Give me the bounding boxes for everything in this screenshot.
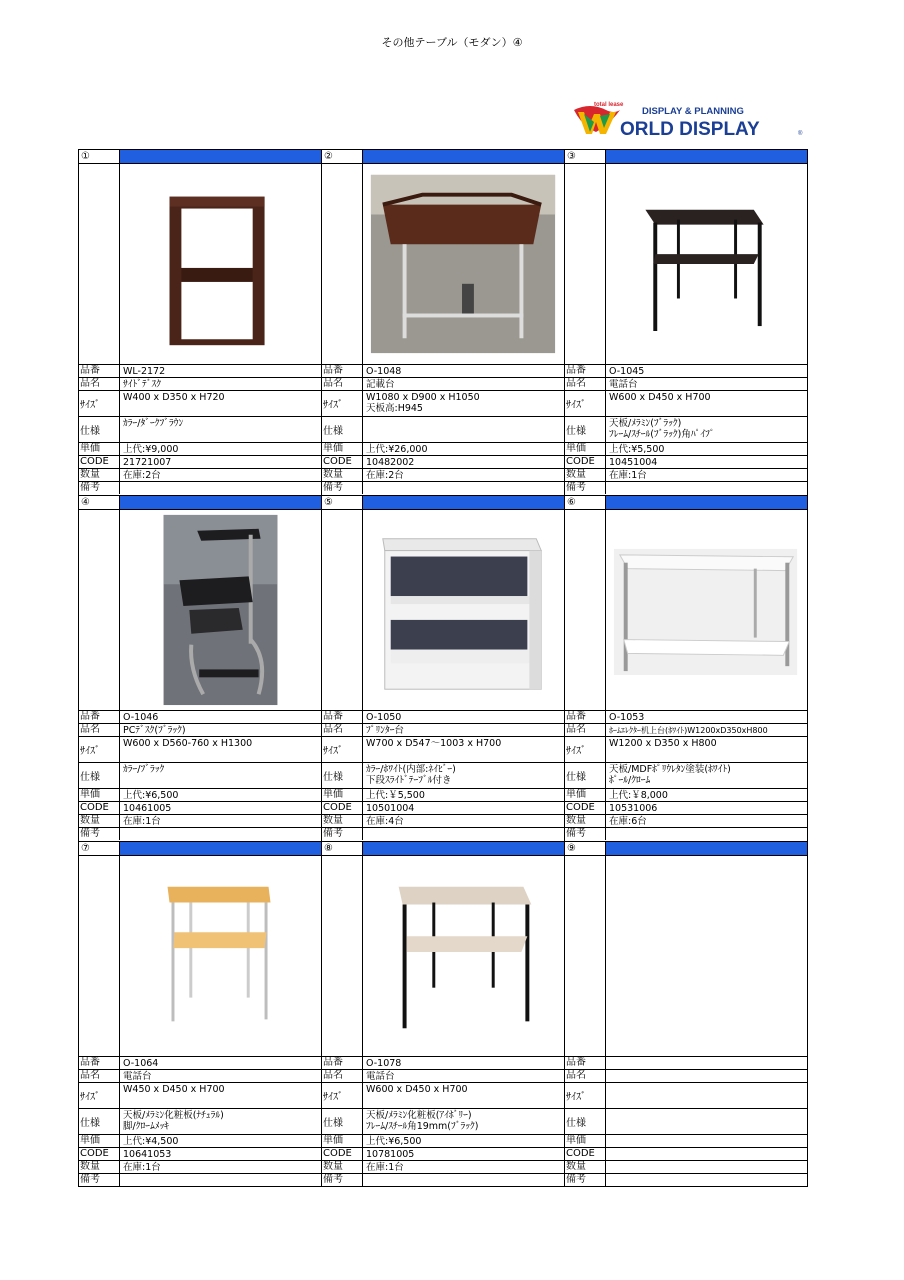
label-size: ｻｲｽﾞ xyxy=(80,1092,100,1103)
value-qty: 在庫:1台 xyxy=(362,1161,564,1173)
value-price xyxy=(605,1135,807,1147)
label-hinmei: 品名 xyxy=(80,378,100,389)
label-note: 備考 xyxy=(323,828,343,839)
printer-stand-icon xyxy=(362,510,564,710)
label-qty: 数量 xyxy=(80,1161,100,1172)
label-spec: 仕様 xyxy=(323,1118,343,1129)
value-hinmei: 電話台 xyxy=(362,1070,564,1082)
value-hinban: WL-2172 xyxy=(119,365,321,377)
logo-brand: ORLD DISPLAY xyxy=(620,119,760,140)
label-hinban: 品番 xyxy=(323,1057,343,1068)
label-size: ｻｲｽﾞ xyxy=(566,746,586,757)
value-hinban xyxy=(605,1057,807,1069)
label-code: CODE xyxy=(323,456,352,467)
value-hinban: O-1045 xyxy=(605,365,807,377)
label-price: 単価 xyxy=(566,1135,586,1146)
label-size: ｻｲｽﾞ xyxy=(323,746,343,757)
value-spec: ｶﾗｰ/ﾀﾞｰｸﾌﾞﾗｳﾝ xyxy=(119,417,321,442)
value-qty: 在庫:1台 xyxy=(119,815,321,827)
value-size: W600 x D560-760 x H1300 xyxy=(119,737,321,762)
label-hinmei: 品名 xyxy=(566,378,586,389)
value-hinban: O-1064 xyxy=(119,1057,321,1069)
value-code: 10641053 xyxy=(119,1148,321,1160)
value-qty: 在庫:1台 xyxy=(119,1161,321,1173)
label-hinban: 品番 xyxy=(566,711,586,722)
writing-counter-icon xyxy=(362,164,564,364)
value-qty: 在庫:1台 xyxy=(605,469,807,481)
value-code: 10461005 xyxy=(119,802,321,814)
label-note: 備考 xyxy=(80,828,100,839)
product-cell xyxy=(564,841,808,1187)
value-hinban: O-1048 xyxy=(362,365,564,377)
label-note: 備考 xyxy=(323,482,343,493)
label-hinban: 品番 xyxy=(566,1057,586,1068)
label-price: 単価 xyxy=(80,443,100,454)
phone-stand-black-icon xyxy=(605,164,807,364)
label-hinmei: 品名 xyxy=(323,1070,343,1081)
value-code: 10531006 xyxy=(605,802,807,814)
label-hinmei: 品名 xyxy=(566,724,586,735)
value-spec: 天板/MDFﾎﾟﾘｳﾚﾀﾝ塗装(ﾎﾜｲﾄ) ﾎﾟｰﾙ/ｸﾛｰﾑ xyxy=(605,763,807,788)
label-price: 単価 xyxy=(323,1135,343,1146)
label-qty: 数量 xyxy=(80,815,100,826)
label-price: 単価 xyxy=(80,789,100,800)
product-cell xyxy=(564,149,808,495)
label-qty: 数量 xyxy=(566,815,586,826)
value-hinmei: 電話台 xyxy=(605,378,807,390)
value-hinmei xyxy=(605,1070,807,1082)
label-qty: 数量 xyxy=(566,469,586,480)
label-note: 備考 xyxy=(566,828,586,839)
label-qty: 数量 xyxy=(80,469,100,480)
value-spec xyxy=(362,417,564,442)
value-qty: 在庫:4台 xyxy=(362,815,564,827)
label-code: CODE xyxy=(566,1148,595,1159)
value-spec: ｶﾗｰ/ﾎﾜｲﾄ(内部:ﾈｲﾋﾞｰ) 下段ｽﾗｲﾄﾞﾃｰﾌﾞﾙ付き xyxy=(362,763,564,788)
header-band xyxy=(362,842,564,855)
label-note: 備考 xyxy=(566,1174,586,1185)
label-qty: 数量 xyxy=(323,1161,343,1172)
product-cell xyxy=(78,149,321,495)
label-size: ｻｲｽﾞ xyxy=(323,400,343,411)
logo-tagline: DISPLAY & PLANNING xyxy=(642,106,744,117)
label-price: 単価 xyxy=(323,789,343,800)
value-note xyxy=(605,482,807,494)
value-note xyxy=(119,482,321,494)
label-price: 単価 xyxy=(566,443,586,454)
label-code: CODE xyxy=(80,802,109,813)
value-code: 10482002 xyxy=(362,456,564,468)
value-hinmei: ｻｲﾄﾞﾃﾞｽｸ xyxy=(119,378,321,390)
label-size: ｻｲｽﾞ xyxy=(80,746,100,757)
label-note: 備考 xyxy=(323,1174,343,1185)
value-hinban: O-1078 xyxy=(362,1057,564,1069)
value-qty xyxy=(605,1161,807,1173)
label-spec: 仕様 xyxy=(323,772,343,783)
world-display-logo xyxy=(570,100,810,140)
home-erector-table-icon xyxy=(605,510,807,710)
value-qty: 在庫:6台 xyxy=(605,815,807,827)
value-code: 10451004 xyxy=(605,456,807,468)
item-number: ③ xyxy=(567,151,576,162)
label-hinban: 品番 xyxy=(323,365,343,376)
pc-desk-icon xyxy=(119,510,321,710)
value-code: 10781005 xyxy=(362,1148,564,1160)
item-number: ⑧ xyxy=(324,843,333,854)
value-size: W700 x D547〜1003 x H700 xyxy=(362,737,564,762)
value-price: 上代:￥8,000 xyxy=(605,789,807,801)
label-hinmei: 品名 xyxy=(323,724,343,735)
label-spec: 仕様 xyxy=(566,772,586,783)
label-code: CODE xyxy=(566,456,595,467)
label-hinban: 品番 xyxy=(80,365,100,376)
label-code: CODE xyxy=(323,1148,352,1159)
label-price: 単価 xyxy=(323,443,343,454)
value-hinmei: PCﾃﾞｽｸ(ﾌﾞﾗｯｸ) xyxy=(119,724,321,736)
label-size: ｻｲｽﾞ xyxy=(566,1092,586,1103)
label-spec: 仕様 xyxy=(80,1118,100,1129)
value-hinmei: ﾎｰﾑｴﾚｸﾀｰ机上台(ﾎﾜｲﾄ)W1200xD350xH800 xyxy=(605,724,807,736)
label-note: 備考 xyxy=(80,1174,100,1185)
item-number: ⑨ xyxy=(567,843,576,854)
value-hinban: O-1053 xyxy=(605,711,807,723)
header-band xyxy=(119,842,321,855)
label-spec: 仕様 xyxy=(566,426,586,437)
item-number: ① xyxy=(81,151,90,162)
label-qty: 数量 xyxy=(323,469,343,480)
product-cell xyxy=(78,495,321,841)
value-price: 上代:¥9,000 xyxy=(119,443,321,455)
product-cell xyxy=(564,495,808,841)
label-code: CODE xyxy=(80,1148,109,1159)
header-band xyxy=(362,150,564,163)
value-size: W450 x D450 x H700 xyxy=(119,1083,321,1108)
label-price: 単価 xyxy=(566,789,586,800)
value-price: 上代:¥4,500 xyxy=(119,1135,321,1147)
value-size: W400 x D350 x H720 xyxy=(119,391,321,416)
value-hinmei: 記載台 xyxy=(362,378,564,390)
value-note xyxy=(119,828,321,840)
value-price: 上代:¥6,500 xyxy=(362,1135,564,1147)
value-code: 21721007 xyxy=(119,456,321,468)
value-note xyxy=(362,1174,564,1186)
value-spec: ｶﾗｰ/ﾌﾞﾗｯｸ xyxy=(119,763,321,788)
label-code: CODE xyxy=(566,802,595,813)
value-price: 上代:¥5,500 xyxy=(605,443,807,455)
item-number: ② xyxy=(324,151,333,162)
label-spec: 仕様 xyxy=(80,772,100,783)
label-note: 備考 xyxy=(80,482,100,493)
value-hinmei: 電話台 xyxy=(119,1070,321,1082)
empty-photo-area xyxy=(605,856,807,1056)
label-hinban: 品番 xyxy=(323,711,343,722)
label-code: CODE xyxy=(80,456,109,467)
label-hinban: 品番 xyxy=(80,711,100,722)
logo-total-lease: total lease xyxy=(594,102,624,108)
value-qty: 在庫:2台 xyxy=(119,469,321,481)
product-grid xyxy=(78,149,808,1187)
label-note: 備考 xyxy=(566,482,586,493)
label-size: ｻｲｽﾞ xyxy=(566,400,586,411)
label-hinban: 品番 xyxy=(80,1057,100,1068)
value-size xyxy=(605,1083,807,1108)
label-size: ｻｲｽﾞ xyxy=(80,400,100,411)
value-spec: 天板/ﾒﾗﾐﾝ化粧板(ﾅﾁｭﾗﾙ) 脚/ｸﾛｰﾑﾒｯｷ xyxy=(119,1109,321,1134)
logo-mark-icon xyxy=(570,100,810,140)
header-band xyxy=(605,842,807,855)
phone-stand-ivory-icon xyxy=(362,856,564,1056)
phone-stand-natural-icon xyxy=(119,856,321,1056)
page-title: その他テーブル（モダン）④ xyxy=(381,36,523,49)
item-number: ⑥ xyxy=(567,497,576,508)
product-cell xyxy=(321,149,564,495)
value-note xyxy=(605,1174,807,1186)
side-desk-icon xyxy=(119,164,321,364)
item-number: ⑤ xyxy=(324,497,333,508)
label-hinmei: 品名 xyxy=(80,724,100,735)
label-spec: 仕様 xyxy=(80,426,100,437)
value-qty: 在庫:2台 xyxy=(362,469,564,481)
value-code: 10501004 xyxy=(362,802,564,814)
value-spec: 天板/ﾒﾗﾐﾝ化粧板(ｱｲﾎﾞﾘｰ) ﾌﾚｰﾑ/ｽﾁｰﾙ角19mm(ﾌﾞﾗｯｸ) xyxy=(362,1109,564,1134)
label-hinmei: 品名 xyxy=(566,1070,586,1081)
value-price: 上代:¥6,500 xyxy=(119,789,321,801)
product-cell xyxy=(321,495,564,841)
header-band xyxy=(119,496,321,509)
value-spec xyxy=(605,1109,807,1134)
header-band xyxy=(362,496,564,509)
value-size: W600 x D450 x H700 xyxy=(605,391,807,416)
value-hinban: O-1050 xyxy=(362,711,564,723)
value-price: 上代:￥5,500 xyxy=(362,789,564,801)
value-code xyxy=(605,1148,807,1160)
item-number: ⑦ xyxy=(81,843,90,854)
label-hinmei: 品名 xyxy=(323,378,343,389)
label-price: 単価 xyxy=(80,1135,100,1146)
logo-reg: ® xyxy=(798,131,803,137)
value-size: W1200 x D350 x H800 xyxy=(605,737,807,762)
value-size: W1080 x D900 x H1050 天板高:H945 xyxy=(362,391,564,416)
label-spec: 仕様 xyxy=(323,426,343,437)
product-cell xyxy=(321,841,564,1187)
value-note xyxy=(362,828,564,840)
value-hinmei: ﾌﾟﾘﾝﾀｰ台 xyxy=(362,724,564,736)
header-band xyxy=(605,496,807,509)
label-hinmei: 品名 xyxy=(80,1070,100,1081)
label-qty: 数量 xyxy=(566,1161,586,1172)
value-note xyxy=(605,828,807,840)
value-note xyxy=(362,482,564,494)
value-price: 上代:¥26,000 xyxy=(362,443,564,455)
label-qty: 数量 xyxy=(323,815,343,826)
value-note xyxy=(119,1174,321,1186)
product-cell xyxy=(78,841,321,1187)
label-size: ｻｲｽﾞ xyxy=(323,1092,343,1103)
header-band xyxy=(605,150,807,163)
label-hinban: 品番 xyxy=(566,365,586,376)
value-hinban: O-1046 xyxy=(119,711,321,723)
header-band xyxy=(119,150,321,163)
value-size: W600 x D450 x H700 xyxy=(362,1083,564,1108)
label-spec: 仕様 xyxy=(566,1118,586,1129)
value-spec: 天板/ﾒﾗﾐﾝ(ﾌﾞﾗｯｸ) ﾌﾚｰﾑ/ｽﾁｰﾙ(ﾌﾞﾗｯｸ)角ﾊﾟｲﾌﾟ xyxy=(605,417,807,442)
label-code: CODE xyxy=(323,802,352,813)
item-number: ④ xyxy=(81,497,90,508)
